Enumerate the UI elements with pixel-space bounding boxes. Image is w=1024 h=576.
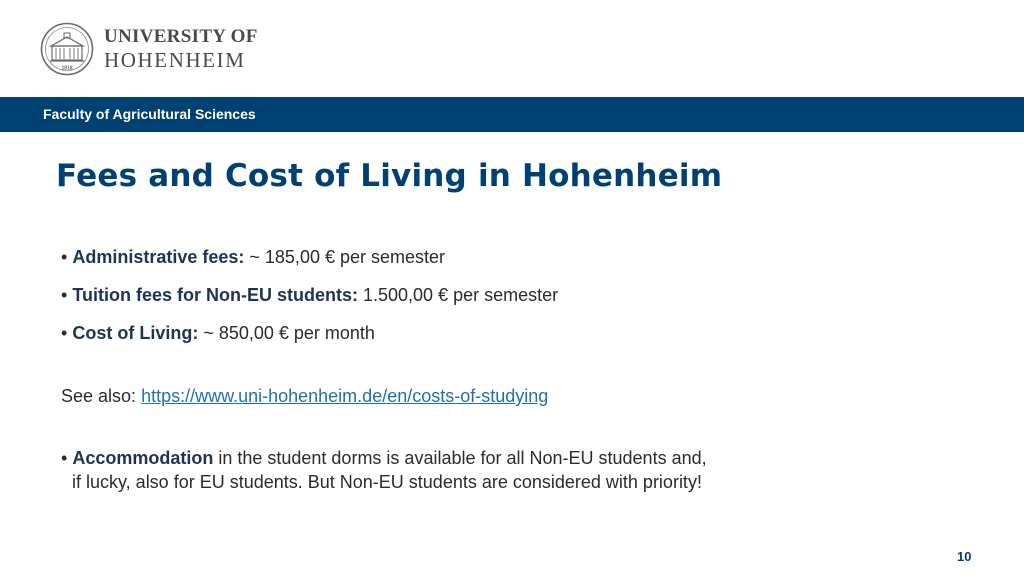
costs-of-studying-link[interactable]: https://www.uni-hohenheim.de/en/costs-of-studying bbox=[141, 386, 549, 406]
university-name-line1: UNIVERSITY OF bbox=[104, 26, 258, 47]
university-logo bbox=[40, 22, 258, 76]
bullet-text-continuation: if lucky, also for EU students. But Non-EU students are considered with priority! bbox=[72, 472, 702, 492]
bullet-label: Administrative fees: bbox=[72, 247, 245, 267]
bullet-label: Cost of Living: bbox=[72, 323, 199, 343]
bullet-cost-of-living bbox=[61, 322, 375, 344]
bullet-administrative-fees bbox=[61, 246, 445, 268]
see-also-prefix: See also: bbox=[61, 386, 142, 406]
university-wordmark bbox=[104, 27, 258, 71]
see-also-line bbox=[61, 385, 548, 407]
page-number: 10 bbox=[957, 549, 972, 564]
university-seal-icon bbox=[40, 22, 94, 76]
bullet-text: in the student dorms is available for all Non-EU students and, bbox=[213, 448, 707, 468]
seal-year: 1818 bbox=[61, 65, 73, 72]
bullet-text: 1.500,00 € per semester bbox=[357, 285, 559, 305]
faculty-name: Faculty of Agricultural Sciences bbox=[43, 106, 256, 122]
faculty-banner bbox=[0, 97, 1024, 132]
bullet-text: ~ 850,00 € per month bbox=[198, 323, 375, 343]
bullet-marker: • bbox=[61, 285, 68, 305]
bullet-marker: • bbox=[61, 247, 68, 267]
university-name-line2: HOHENHEIM bbox=[104, 48, 246, 72]
bullet-marker: • bbox=[61, 448, 68, 468]
bullet-tuition-fees bbox=[61, 284, 558, 306]
bullet-marker: • bbox=[61, 323, 68, 343]
bullet-accommodation bbox=[61, 447, 821, 493]
slide-title: Fees and Cost of Living in Hohenheim bbox=[56, 158, 723, 194]
bullet-label: Tuition fees for Non-EU students: bbox=[72, 285, 358, 305]
bullet-text: ~ 185,00 € per semester bbox=[244, 247, 446, 267]
bullet-label: Accommodation bbox=[72, 448, 214, 468]
